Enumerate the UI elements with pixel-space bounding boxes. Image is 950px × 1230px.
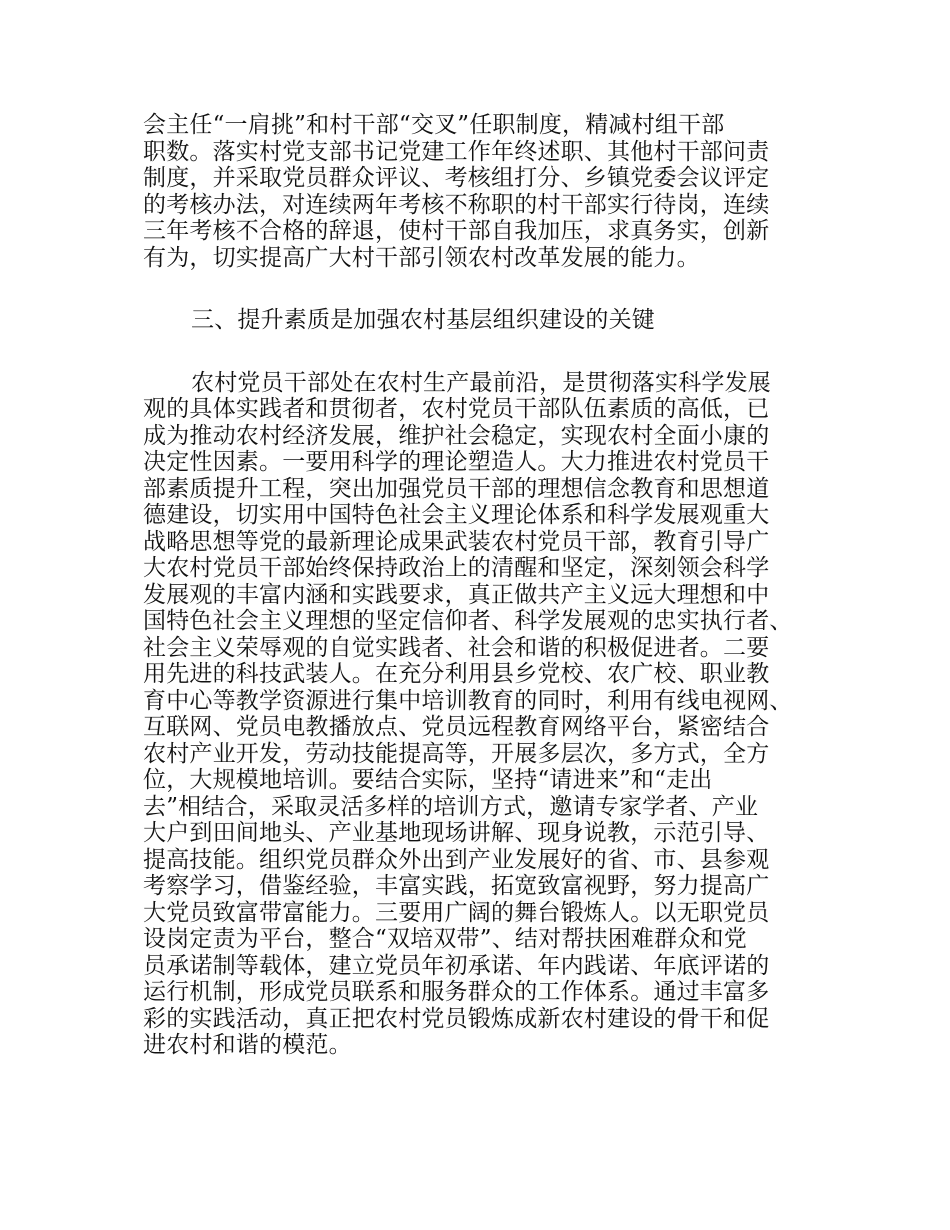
text-line: 的考核办法，对连续两年考核不称职的村干部实行待岗，连续 bbox=[143, 191, 770, 218]
text-line: 设岗定责为平台，整合“双培双带”、结对帮扶困难群众和党 bbox=[143, 926, 747, 952]
text-line: 位，大规模地培训。要结合实际，坚持“请进来”和“走出 bbox=[143, 767, 713, 793]
text-line: 职数。落实村党支部书记党建工作年终述职、其他村干部问责 bbox=[143, 138, 770, 165]
text-line: 有为，切实提高广大村干部引领农村改革发展的能力。 bbox=[143, 244, 700, 271]
text-line: 战略思想等党的最新理论成果武装农村党员干部，教育引导广 bbox=[143, 528, 770, 555]
paragraph-spacer bbox=[143, 334, 823, 370]
text-line: 国特色社会主义理想的坚定信仰者、科学发展观的忠实执行者、 bbox=[143, 608, 793, 634]
text-line: 大农村党员干部始终保持政治上的清醒和坚定，深刻领会科学 bbox=[143, 555, 770, 581]
section-heading-text: 三、提升素质是加强农村基层组织建设的关键 bbox=[191, 307, 655, 333]
text-line: 考察学习，借鉴经验，丰富实践，拓宽致富视野，努力提高广 bbox=[143, 873, 770, 899]
text-line: 发展观的丰富内涵和实践要求，真正做共产主义远大理想和中 bbox=[143, 581, 770, 608]
text-line: 制度，并采取党员群众评议、考核组打分、乡镇党委会议评定 bbox=[143, 165, 770, 191]
text-line: 彩的实践活动，真正把农村党员锻炼成新农村建设的骨干和促 bbox=[143, 1005, 770, 1032]
text-line: 成为推动农村经济发展，维护社会稳定，实现农村全面小康的 bbox=[143, 422, 770, 449]
text-line: 观的具体实践者和贯彻者，农村党员干部队伍素质的高低，已 bbox=[143, 396, 770, 422]
text-line: 大党员致富带富能力。三要用广阔的舞台锻炼人。以无职党员 bbox=[143, 899, 770, 926]
text-line: 社会主义荣辱观的自觉实践者、社会和谐的积极促进者。二要 bbox=[143, 634, 770, 661]
text-line: 会主任“一肩挑”和村干部“交叉”任职制度，精减村组干部 bbox=[143, 112, 725, 138]
section-heading bbox=[143, 307, 823, 334]
text-line: 员承诺制等载体，建立党员年初承诺、年内践诺、年底评诺的 bbox=[143, 952, 770, 979]
paragraph-main bbox=[143, 370, 823, 1059]
text-line: 三年考核不合格的辞退，使村干部自我加压，求真务实，创新 bbox=[143, 218, 770, 244]
text-line: 进农村和谐的模范。 bbox=[143, 1032, 352, 1058]
paragraph-spacer bbox=[143, 271, 823, 307]
text-line: 决定性因素。一要用科学的理论塑造人。大力推进农村党员干 bbox=[143, 449, 770, 475]
text-line: 农村产业开发，劳动技能提高等，开展多层次，多方式，全方 bbox=[143, 740, 770, 767]
text-line: 德建设，切实用中国特色社会主义理论体系和科学发展观重大 bbox=[143, 502, 770, 528]
text-line-first: 农村党员干部处在农村生产最前沿，是贯彻落实科学发展 bbox=[191, 369, 771, 396]
text-line: 育中心等教学资源进行集中培训教育的同时，利用有线电视网、 bbox=[143, 687, 793, 714]
paragraph-continued bbox=[143, 112, 823, 271]
text-line: 去”相结合，采取灵活多样的培训方式，邀请专家学者、产业 bbox=[143, 793, 759, 820]
text-line: 提高技能。组织党员群众外出到产业发展好的省、市、县参观 bbox=[143, 846, 770, 873]
text-line: 运行机制，形成党员联系和服务群众的工作体系。通过丰富多 bbox=[143, 979, 770, 1005]
text-line: 互联网、党员电教播放点、党员远程教育网络平台，紧密结合 bbox=[143, 714, 770, 740]
text-line: 大户到田间地头、产业基地现场讲解、现身说教，示范引导、 bbox=[143, 820, 770, 846]
text-line: 部素质提升工程，突出加强党员干部的理想信念教育和思想道 bbox=[143, 475, 770, 502]
document-page bbox=[143, 112, 823, 1059]
text-line: 用先进的科技武装人。在充分利用县乡党校、农广校、职业教 bbox=[143, 661, 770, 687]
